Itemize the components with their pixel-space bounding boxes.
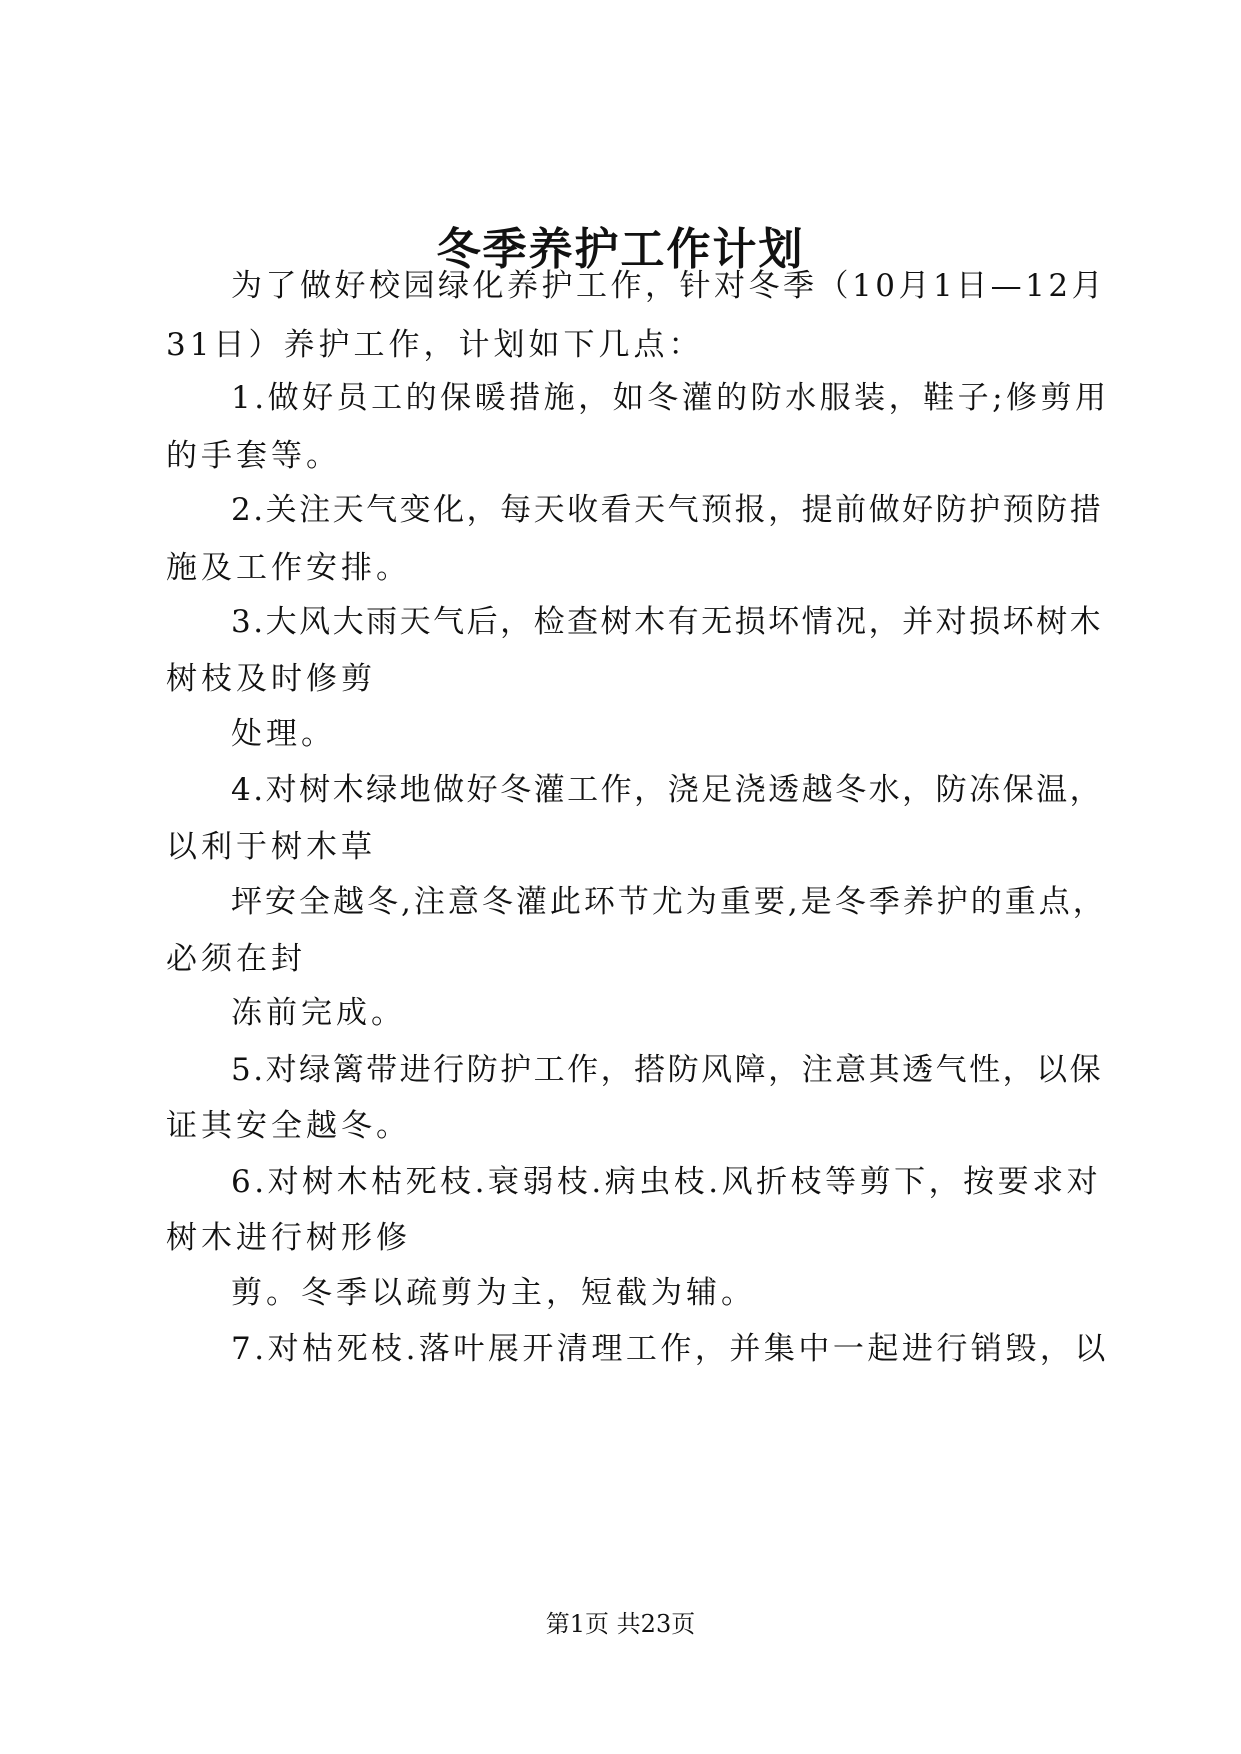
paragraph-line: 处理。 [231,716,336,752]
paragraph-line: 证其安全越冬。 [166,1108,411,1144]
paragraph-line: 的手套等。 [166,438,341,474]
paragraph-line: 以利于树木草 [166,829,376,865]
paragraph-line: 4.对树木绿地做好冬灌工作，浇足浇透越冬水，防冻保温， [231,772,1104,808]
paragraph-line: 7.对枯死枝.落叶展开清理工作，并集中一起进行销毁，以 [231,1331,1109,1367]
paragraph-line: 6.对树木枯死枝.衰弱枝.病虫枝.风折枝等剪下，按要求对 [231,1164,1102,1200]
paragraph-line: 31日）养护工作，计划如下几点： [166,327,704,363]
paragraph-line: 树枝及时修剪 [166,661,376,697]
paragraph-line: 1.做好员工的保暖措施，如冬灌的防水服装，鞋子;修剪用 [231,380,1110,416]
paragraph-line: 2.关注天气变化，每天收看天气预报，提前做好防护预防措 [231,492,1104,528]
paragraph-line: 5.对绿篱带进行防护工作，搭防风障，注意其透气性，以保 [231,1052,1104,1088]
document-title: 冬季养护工作计划 [436,224,805,275]
paragraph-line: 施及工作安排。 [166,550,411,586]
paragraph-line: 树木进行树形修 [166,1220,411,1256]
paragraph-line: 必须在封 [166,941,306,977]
paragraph-line: 冻前完成。 [231,995,406,1031]
paragraph-line: 剪。冬季以疏剪为主，短截为辅。 [231,1275,756,1311]
paragraph-line: 3.大风大雨天气后，检查树木有无损坏情况，并对损坏树木 [231,604,1104,640]
paragraph-line: 坪安全越冬,注意冬灌此环节尤为重要,是冬季养护的重点， [231,884,1107,920]
paragraph-line: 为了做好校园绿化养护工作，针对冬季（10月1日—12月 [231,268,1107,304]
page-number-footer: 第1页 共23页 [545,1610,696,1638]
